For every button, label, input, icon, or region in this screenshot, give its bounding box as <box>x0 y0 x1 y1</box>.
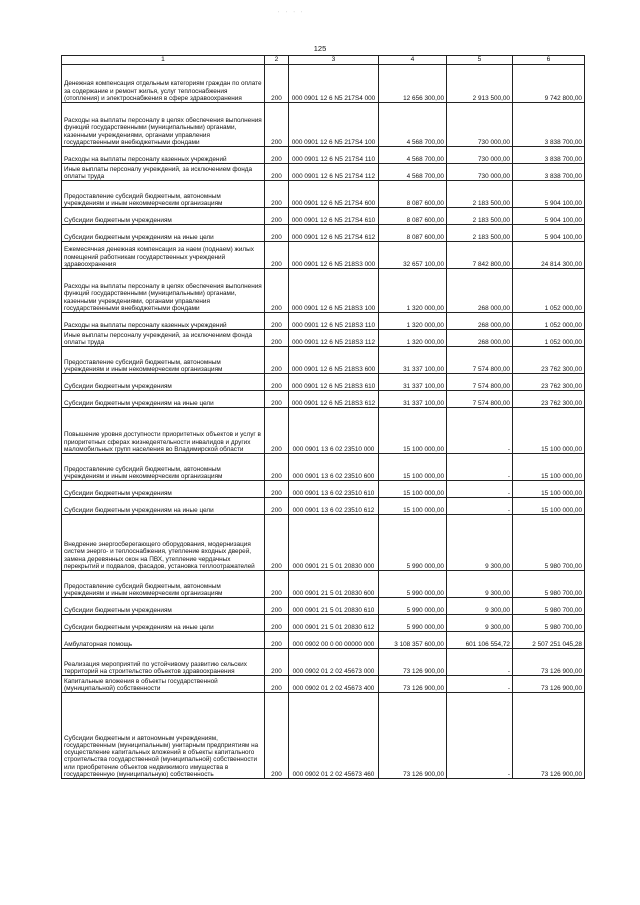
row-amount-6-cell: 3 838 700,00 <box>513 164 585 181</box>
row-name-cell: Внедрение энергосберегающего оборудования, модернизация систем энерго- и теплоснабжения, утепление входных дверей, замена деревянных окон на ПВХ, утепление чердачных перекрытий и подвалов, фасадов, установка теплоотражателей <box>62 515 265 571</box>
row-amount-5-cell: - <box>447 693 513 779</box>
row-amount-5-cell: - <box>447 408 513 454</box>
column-header-5: 5 <box>447 56 513 65</box>
row-amount-5-cell: 9 300,00 <box>447 615 513 632</box>
row-amount-6-cell: 1 052 000,00 <box>513 269 585 313</box>
row-code-2-cell: 200 <box>265 242 289 269</box>
row-amount-6-cell: 73 126 900,00 <box>513 676 585 693</box>
table-row <box>62 147 585 164</box>
table-row <box>62 498 585 515</box>
table-row <box>62 269 585 313</box>
column-header-2: 2 <box>265 56 289 65</box>
row-amount-5-cell: - <box>447 676 513 693</box>
budget-table <box>61 55 585 779</box>
row-amount-5-cell: 2 913 500,00 <box>447 65 513 103</box>
row-amount-4-cell: 8 087 600,00 <box>379 181 447 208</box>
row-classification-code-cell: 000 0901 13 6 02 23510 600 <box>289 454 379 481</box>
table-row <box>62 164 585 181</box>
table-row <box>62 632 585 649</box>
row-code-2-cell: 200 <box>265 571 289 598</box>
row-amount-4-cell: 8 087 600,00 <box>379 208 447 225</box>
row-classification-code-cell: 000 0901 12 6 N5 218S3 612 <box>289 391 379 408</box>
table-row <box>62 313 585 330</box>
row-amount-6-cell: 24 814 300,00 <box>513 242 585 269</box>
row-code-2-cell: 200 <box>265 269 289 313</box>
row-code-2-cell: 200 <box>265 181 289 208</box>
row-amount-4-cell: 4 568 700,00 <box>379 103 447 147</box>
row-code-2-cell: 200 <box>265 632 289 649</box>
column-header-1: 1 <box>62 56 265 65</box>
row-name-cell: Иные выплаты персоналу учреждений, за исключением фонда оплаты труда <box>62 330 265 347</box>
table-row <box>62 615 585 632</box>
row-amount-6-cell: 5 980 700,00 <box>513 515 585 571</box>
row-classification-code-cell: 000 0901 12 6 N5 217S4 612 <box>289 225 379 242</box>
row-amount-6-cell: 5 904 100,00 <box>513 208 585 225</box>
row-amount-6-cell: 2 507 251 045,28 <box>513 632 585 649</box>
row-amount-4-cell: 4 568 700,00 <box>379 164 447 181</box>
row-amount-6-cell: 3 838 700,00 <box>513 147 585 164</box>
row-amount-5-cell: 730 000,00 <box>447 164 513 181</box>
table-row <box>62 374 585 391</box>
table-row <box>62 598 585 615</box>
row-amount-5-cell: 2 183 500,00 <box>447 208 513 225</box>
row-amount-4-cell: 73 126 900,00 <box>379 693 447 779</box>
row-classification-code-cell: 000 0902 01 2 02 45673 000 <box>289 649 379 676</box>
row-classification-code-cell: 000 0901 21 5 01 20830 612 <box>289 615 379 632</box>
table-row <box>62 208 585 225</box>
row-amount-5-cell: - <box>447 498 513 515</box>
table-row <box>62 454 585 481</box>
row-amount-6-cell: 5 980 700,00 <box>513 615 585 632</box>
header-row <box>62 56 585 65</box>
scan-artifact: ˙ ˙ ˙ ˙ <box>278 12 305 18</box>
row-classification-code-cell: 000 0901 12 6 N5 217S4 000 <box>289 65 379 103</box>
row-amount-4-cell: 12 656 300,00 <box>379 65 447 103</box>
table-row <box>62 649 585 676</box>
row-amount-5-cell: 2 183 500,00 <box>447 225 513 242</box>
row-name-cell: Субсидии бюджетным учреждениям на иные цели <box>62 225 265 242</box>
row-amount-5-cell: 730 000,00 <box>447 103 513 147</box>
row-code-2-cell: 200 <box>265 208 289 225</box>
table-row <box>62 515 585 571</box>
row-name-cell: Предоставление субсидий бюджетным, автономным учреждениям и иным некоммерческим организациям <box>62 454 265 481</box>
row-code-2-cell: 200 <box>265 330 289 347</box>
row-code-2-cell: 200 <box>265 676 289 693</box>
row-code-2-cell: 200 <box>265 649 289 676</box>
row-code-2-cell: 200 <box>265 615 289 632</box>
row-name-cell: Предоставление субсидий бюджетным, автономным учреждениям и иным некоммерческим организациям <box>62 571 265 598</box>
row-amount-4-cell: 1 320 000,00 <box>379 313 447 330</box>
page-number: 125 <box>313 44 327 53</box>
row-classification-code-cell: 000 0901 12 6 N5 218S3 112 <box>289 330 379 347</box>
row-amount-6-cell: 15 100 000,00 <box>513 408 585 454</box>
row-amount-5-cell: 7 574 800,00 <box>447 391 513 408</box>
row-code-2-cell: 200 <box>265 391 289 408</box>
row-name-cell: Расходы на выплаты персоналу в целях обеспечения выполнения функций государственными (муниципальными) органами, казенными учреждениями, органами управления государственными внебюджетными фондами <box>62 103 265 147</box>
row-amount-5-cell: 9 300,00 <box>447 515 513 571</box>
row-amount-5-cell: 7 574 800,00 <box>447 347 513 374</box>
row-amount-6-cell: 73 126 900,00 <box>513 693 585 779</box>
row-classification-code-cell: 000 0901 21 5 01 20830 000 <box>289 515 379 571</box>
row-amount-5-cell: 268 000,00 <box>447 330 513 347</box>
row-code-2-cell: 200 <box>265 515 289 571</box>
column-header-6: 6 <box>513 56 585 65</box>
row-code-2-cell: 200 <box>265 347 289 374</box>
row-classification-code-cell: 000 0901 12 6 N5 218S3 100 <box>289 269 379 313</box>
table-row <box>62 225 585 242</box>
row-classification-code-cell: 000 0902 01 2 02 45673 400 <box>289 676 379 693</box>
row-code-2-cell: 200 <box>265 408 289 454</box>
row-classification-code-cell: 000 0901 12 6 N5 217S4 110 <box>289 147 379 164</box>
row-classification-code-cell: 000 0901 12 6 N5 218S3 600 <box>289 347 379 374</box>
table-row <box>62 391 585 408</box>
row-classification-code-cell: 000 0901 12 6 N5 217S4 100 <box>289 103 379 147</box>
table-row <box>62 330 585 347</box>
row-name-cell: Субсидии бюджетным учреждениям <box>62 374 265 391</box>
row-amount-6-cell: 3 838 700,00 <box>513 103 585 147</box>
table-row <box>62 481 585 498</box>
row-code-2-cell: 200 <box>265 164 289 181</box>
row-code-2-cell: 200 <box>265 65 289 103</box>
row-code-2-cell: 200 <box>265 598 289 615</box>
row-amount-5-cell: 7 574 800,00 <box>447 374 513 391</box>
row-code-2-cell: 200 <box>265 454 289 481</box>
row-amount-6-cell: 23 762 300,00 <box>513 374 585 391</box>
table-row <box>62 676 585 693</box>
row-amount-5-cell: - <box>447 454 513 481</box>
row-name-cell: Субсидии бюджетным учреждениям <box>62 208 265 225</box>
row-classification-code-cell: 000 0901 12 6 N5 218S3 610 <box>289 374 379 391</box>
row-amount-4-cell: 15 100 000,00 <box>379 454 447 481</box>
row-amount-6-cell: 5 980 700,00 <box>513 571 585 598</box>
row-code-2-cell: 200 <box>265 481 289 498</box>
row-amount-5-cell: 730 000,00 <box>447 147 513 164</box>
row-amount-5-cell: 601 106 554,72 <box>447 632 513 649</box>
row-name-cell: Расходы на выплаты персоналу в целях обеспечения выполнения функций государственными (муниципальными) органами, казенными учреждениями, органами управления государственными внебюджетными фондами <box>62 269 265 313</box>
row-amount-5-cell: 7 842 800,00 <box>447 242 513 269</box>
row-classification-code-cell: 000 0901 12 6 N5 218S3 110 <box>289 313 379 330</box>
row-amount-5-cell: 9 300,00 <box>447 598 513 615</box>
row-name-cell: Ежемесячная денежная компенсация за наем (поднаем) жилых помещений работникам государственных учреждений здравоохранения <box>62 242 265 269</box>
row-amount-5-cell: 268 000,00 <box>447 269 513 313</box>
table-row <box>62 571 585 598</box>
row-amount-4-cell: 5 990 000,00 <box>379 571 447 598</box>
row-name-cell: Субсидии бюджетным учреждениям на иные цели <box>62 498 265 515</box>
table-row <box>62 408 585 454</box>
row-amount-6-cell: 15 100 000,00 <box>513 481 585 498</box>
row-classification-code-cell: 000 0901 13 6 02 23510 612 <box>289 498 379 515</box>
row-amount-6-cell: 1 052 000,00 <box>513 313 585 330</box>
table-row <box>62 347 585 374</box>
row-name-cell: Предоставление субсидий бюджетным, автономным учреждениям и иным некоммерческим организациям <box>62 181 265 208</box>
row-classification-code-cell: 000 0901 21 5 01 20830 610 <box>289 598 379 615</box>
table-row <box>62 181 585 208</box>
row-amount-6-cell: 1 052 000,00 <box>513 330 585 347</box>
row-amount-5-cell: 268 000,00 <box>447 313 513 330</box>
row-amount-4-cell: 1 320 000,00 <box>379 269 447 313</box>
row-amount-6-cell: 5 904 100,00 <box>513 181 585 208</box>
row-amount-4-cell: 15 100 000,00 <box>379 481 447 498</box>
column-header-4: 4 <box>379 56 447 65</box>
row-classification-code-cell: 000 0901 12 6 N5 217S4 600 <box>289 181 379 208</box>
row-amount-4-cell: 31 337 100,00 <box>379 347 447 374</box>
row-amount-4-cell: 15 100 000,00 <box>379 408 447 454</box>
row-amount-5-cell: - <box>447 649 513 676</box>
row-amount-4-cell: 5 990 000,00 <box>379 615 447 632</box>
row-amount-4-cell: 73 126 900,00 <box>379 676 447 693</box>
row-name-cell: Иные выплаты персоналу учреждений, за исключением фонда оплаты труда <box>62 164 265 181</box>
row-code-2-cell: 200 <box>265 313 289 330</box>
row-amount-4-cell: 3 108 357 600,00 <box>379 632 447 649</box>
row-amount-6-cell: 23 762 300,00 <box>513 391 585 408</box>
row-classification-code-cell: 000 0901 12 6 N5 218S3 000 <box>289 242 379 269</box>
row-amount-6-cell: 73 126 900,00 <box>513 649 585 676</box>
row-amount-4-cell: 8 087 600,00 <box>379 225 447 242</box>
row-amount-4-cell: 73 126 900,00 <box>379 649 447 676</box>
table-row <box>62 693 585 779</box>
row-code-2-cell: 200 <box>265 147 289 164</box>
row-classification-code-cell: 000 0901 13 6 02 23510 610 <box>289 481 379 498</box>
row-name-cell: Субсидии бюджетным и автономным учреждениям, государственным (муниципальным) унитарным предприятиям на осуществление капитальных вложений в объекты капитального строительства государственной (муниципальной) собственности или приобретение объектов недвижимого имущества в государственную (муниципальную) собственность <box>62 693 265 779</box>
row-amount-4-cell: 31 337 100,00 <box>379 391 447 408</box>
row-code-2-cell: 200 <box>265 498 289 515</box>
row-amount-5-cell: - <box>447 481 513 498</box>
row-amount-6-cell: 5 980 700,00 <box>513 598 585 615</box>
row-name-cell: Расходы на выплаты персоналу казенных учреждений <box>62 147 265 164</box>
row-name-cell: Субсидии бюджетным учреждениям на иные цели <box>62 391 265 408</box>
row-amount-4-cell: 32 657 100,00 <box>379 242 447 269</box>
row-amount-6-cell: 5 904 100,00 <box>513 225 585 242</box>
row-name-cell: Амбулаторная помощь <box>62 632 265 649</box>
row-amount-4-cell: 4 568 700,00 <box>379 147 447 164</box>
table-row <box>62 103 585 147</box>
row-name-cell: Капитальные вложения в объекты государственной (муниципальной) собственности <box>62 676 265 693</box>
table-body <box>62 56 585 779</box>
row-amount-6-cell: 9 742 800,00 <box>513 65 585 103</box>
row-amount-4-cell: 31 337 100,00 <box>379 374 447 391</box>
row-classification-code-cell: 000 0902 01 2 02 45673 460 <box>289 693 379 779</box>
row-amount-5-cell: 2 183 500,00 <box>447 181 513 208</box>
row-name-cell: Повышение уровня доступности приоритетных объектов и услуг в приоритетных сферах жизнедеятельности инвалидов и других маломобильных групп населения во Владимирской области <box>62 408 265 454</box>
row-amount-6-cell: 15 100 000,00 <box>513 454 585 481</box>
table-row <box>62 65 585 103</box>
row-name-cell: Предоставление субсидий бюджетным, автономным учреждениям и иным некоммерческим организациям <box>62 347 265 374</box>
row-name-cell: Субсидии бюджетным учреждениям на иные цели <box>62 615 265 632</box>
row-name-cell: Субсидии бюджетным учреждениям <box>62 481 265 498</box>
row-amount-5-cell: 9 300,00 <box>447 571 513 598</box>
row-name-cell: Расходы на выплаты персоналу казенных учреждений <box>62 313 265 330</box>
row-amount-4-cell: 5 990 000,00 <box>379 598 447 615</box>
row-code-2-cell: 200 <box>265 103 289 147</box>
row-code-2-cell: 200 <box>265 225 289 242</box>
row-classification-code-cell: 000 0901 12 6 N5 217S4 610 <box>289 208 379 225</box>
row-amount-6-cell: 15 100 000,00 <box>513 498 585 515</box>
row-classification-code-cell: 000 0901 21 5 01 20830 600 <box>289 571 379 598</box>
row-amount-4-cell: 1 320 000,00 <box>379 330 447 347</box>
row-code-2-cell: 200 <box>265 693 289 779</box>
row-classification-code-cell: 000 0902 00 0 00 00000 000 <box>289 632 379 649</box>
row-name-cell: Денежная компенсация отдельным категориям граждан по оплате за содержание и ремонт жилья, услуг теплоснабжения (отопления) и электроснабжения в сфере здравоохранения <box>62 65 265 103</box>
row-classification-code-cell: 000 0901 13 6 02 23510 000 <box>289 408 379 454</box>
row-amount-4-cell: 5 990 000,00 <box>379 515 447 571</box>
row-amount-6-cell: 23 762 300,00 <box>513 347 585 374</box>
row-classification-code-cell: 000 0901 12 6 N5 217S4 112 <box>289 164 379 181</box>
row-code-2-cell: 200 <box>265 374 289 391</box>
row-amount-4-cell: 15 100 000,00 <box>379 498 447 515</box>
table-row <box>62 242 585 269</box>
row-name-cell: Субсидии бюджетным учреждениям <box>62 598 265 615</box>
column-header-3: 3 <box>289 56 379 65</box>
row-name-cell: Реализация мероприятий по устойчивому развитию сельских территорий на строительство объектов здравоохранения <box>62 649 265 676</box>
